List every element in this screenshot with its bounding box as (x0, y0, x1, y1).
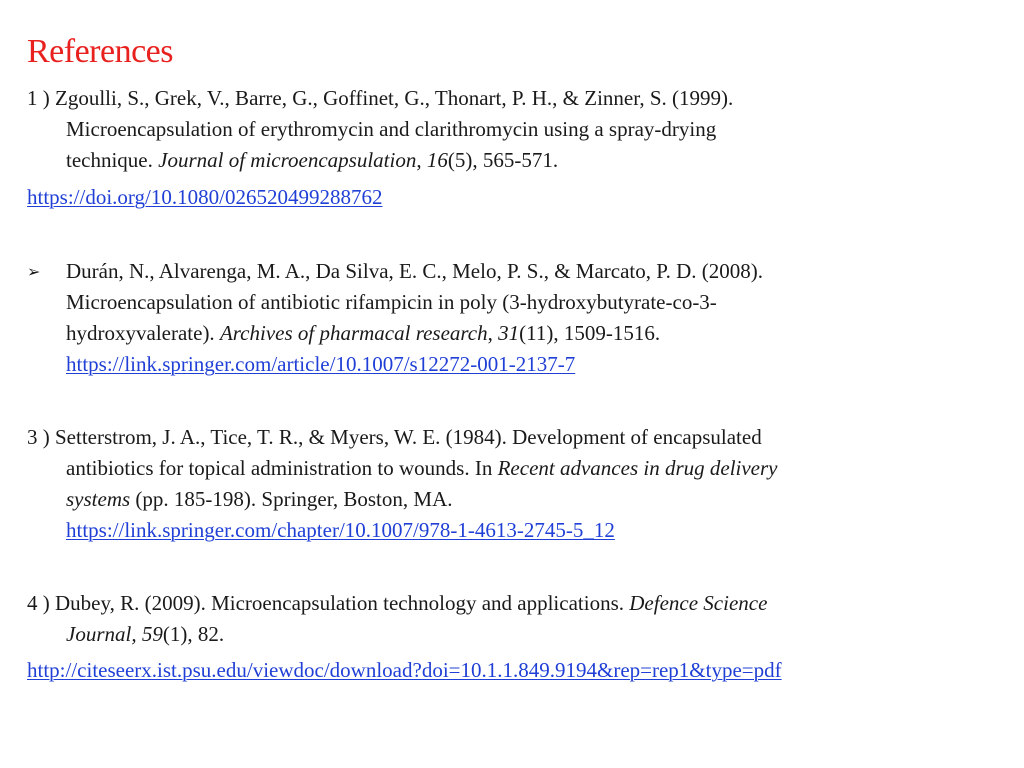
ref-3-book-title-2: systems (66, 487, 131, 511)
ref-4-line-1 (27, 588, 767, 619)
page-title: References (27, 33, 174, 70)
reference-3 (27, 422, 778, 546)
ref-2-line-2: Microencapsulation of antibiotic rifampicin in poly (3-hydroxybutyrate-co-3- (66, 290, 717, 314)
reference-2 (27, 256, 763, 380)
ref-1-line-2: Microencapsulation of erythromycin and clarithromycin using a spray-drying (66, 117, 717, 141)
ref-1-doi-link[interactable]: https://doi.org/10.1080/026520499288762 (27, 185, 383, 209)
ref-4-volume: 59 (141, 622, 163, 646)
ref-3-pages: (pp. 185-198). Springer, Boston, MA. (130, 487, 453, 511)
ref-4-line-2 (27, 619, 767, 650)
ref-3-line-2 (27, 453, 778, 484)
ref-3-line-1: 3 ) Setterstrom, J. A., Tice, T. R., & Myers, W. E. (1984). Development of encapsulated (27, 425, 762, 449)
ref-4-text: 4 ) Dubey, R. (2009). Microencapsulation technology and applications. (27, 591, 630, 615)
ref-1-text: technique. (66, 148, 159, 172)
ref-2-springer-link[interactable]: https://link.springer.com/article/10.1007/s12272-001-2137-7 (66, 352, 576, 376)
ref-2-volume: 31 (498, 321, 520, 345)
ref-2-text: hydroxyvalerate). (66, 321, 220, 345)
ref-1-line-3 (27, 145, 733, 176)
ref-2-pages: (11), 1509-1516. (519, 321, 661, 345)
ref-1-journal: Journal of microencapsulation (158, 148, 417, 172)
ref-3-line-3 (27, 484, 778, 515)
ref-2-authors: Durán, N., Alvarenga, M. A., Da Silva, E. C., Melo, P. S., & Marcato, P. D. (2008). (66, 259, 764, 283)
reference-1 (27, 83, 733, 176)
reference-4 (27, 588, 767, 650)
ref-4-pages: (1), 82. (162, 622, 225, 646)
ref-1-pages: (5), 565-571. (447, 148, 559, 172)
ref-2-line-3 (27, 318, 763, 349)
ref-1-link-row (27, 182, 382, 213)
ref-4-journal-2: Journal, (66, 622, 142, 646)
ref-4-citeseerx-link[interactable]: http://citeseerx.ist.psu.edu/viewdoc/download?doi=10.1.1.849.9194&rep=rep1&type=pdf (27, 658, 782, 682)
ref-2-journal: Archives of pharmacal research (219, 321, 488, 345)
ref-3-text: antibiotics for topical administration to wounds. In (66, 456, 498, 480)
ref-2-sep: , (487, 321, 499, 345)
ref-2-line-1 (27, 256, 763, 287)
ref-2-line-4 (27, 349, 763, 380)
ref-3-line-4 (27, 515, 778, 546)
ref-3-springer-link[interactable]: https://link.springer.com/chapter/10.1007/978-1-4613-2745-5_12 (66, 518, 615, 542)
ref-1-volume: 16 (426, 148, 448, 172)
ref-4-link-row (27, 655, 782, 686)
ref-4-journal-1: Defence Science (629, 591, 768, 615)
ref-1-sep: , (416, 148, 427, 172)
arrow-bullet-icon: ➢ (27, 262, 41, 281)
ref-1-line-1: 1 ) Zgoulli, S., Grek, V., Barre, G., Goffinet, G., Thonart, P. H., & Zinner, S. (1999). (27, 86, 734, 110)
ref-3-book-title-1: Recent advances in drug delivery (497, 456, 778, 480)
